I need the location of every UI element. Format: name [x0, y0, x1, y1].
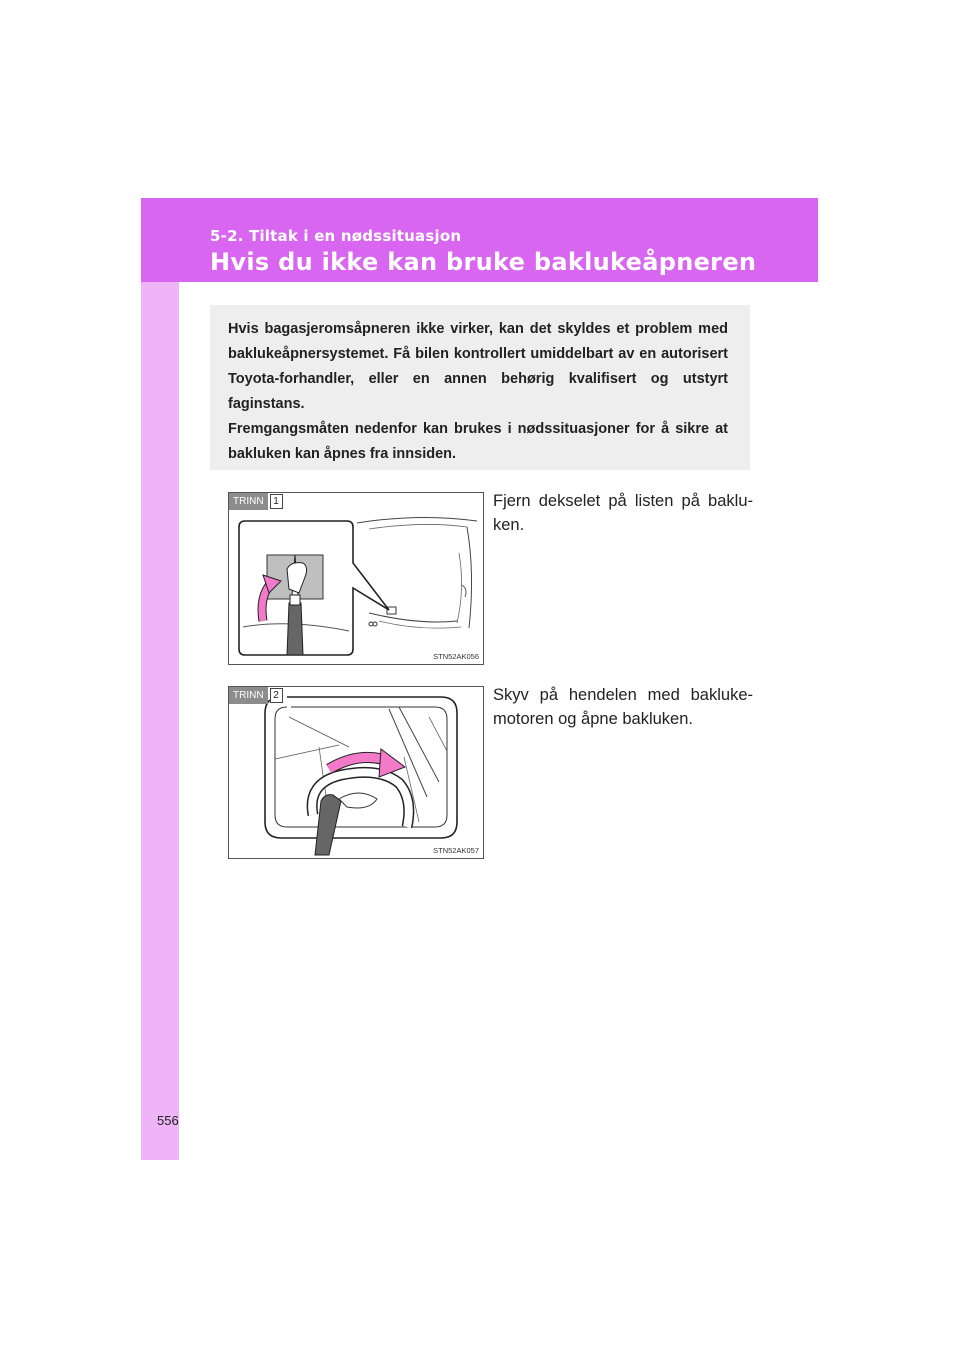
section-label: 5-2. Tiltak i en nødssituasjon	[210, 227, 462, 245]
step-2-figure	[228, 686, 484, 859]
figure-code: STN52AK056	[433, 652, 479, 661]
tailgate-lever-illustration	[229, 687, 484, 859]
intro-paragraph: Fremgangsmåten nedenfor kan brukes i nødssituasjoner for å sikre at bakluken kan åpnes fra innsiden.	[228, 421, 728, 462]
tailgate-cover-illustration	[229, 493, 484, 665]
intro-box	[210, 305, 750, 470]
step-1-text: Fjern dekselet på listen på baklu-ken.	[493, 492, 753, 534]
step-label: TRINN	[229, 687, 268, 704]
page-title: Hvis du ikke kan bruke baklukeåpneren	[210, 248, 757, 276]
step-1-figure	[228, 492, 484, 665]
intro-paragraph: Hvis bagasjeromsåpneren ikke virker, kan det skyldes et problem med baklukeåpnersystemet. Få bilen kontrollert umiddelbart av en autorisert Toyota-forhandler, eller en annen behørig kvalifisert og utstyrt faginstans.	[228, 321, 728, 412]
side-band	[141, 198, 179, 1160]
step-tag	[229, 687, 283, 704]
step-2-text: Skyv på hendelen med bakluke-motoren og åpne bakluken.	[493, 686, 753, 728]
step-label: TRINN	[229, 493, 268, 510]
step-number: 1	[270, 494, 283, 509]
figure-code: STN52AK057	[433, 846, 479, 855]
page-number: 556	[157, 1113, 179, 1128]
step-tag	[229, 493, 283, 510]
step-number: 2	[270, 688, 283, 703]
